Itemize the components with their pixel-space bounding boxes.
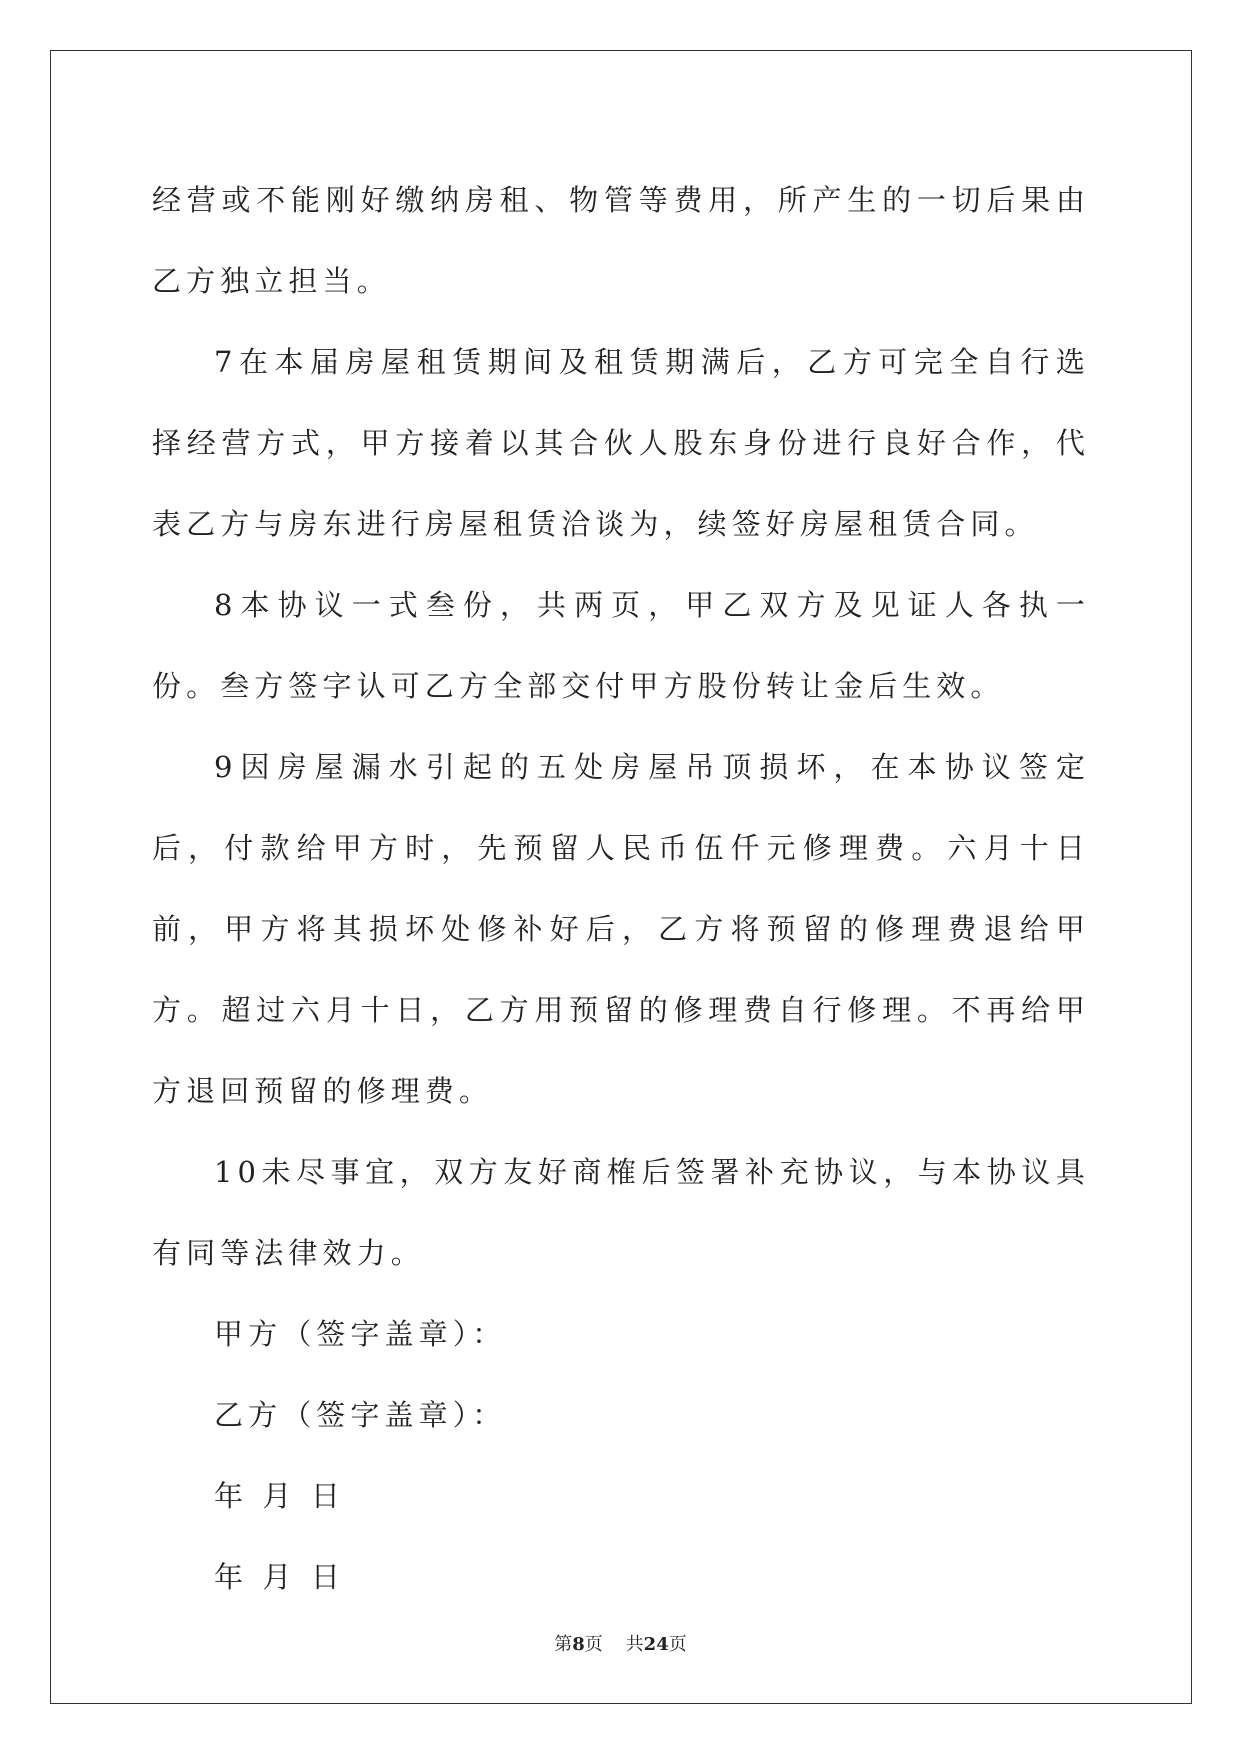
- signature-date-2: 年 月 日: [214, 1560, 345, 1594]
- party-a-signature: 甲方（签字盖章）：: [214, 1317, 507, 1351]
- total-prefix: 共: [625, 1634, 644, 1655]
- paragraph-clause-8: 8本协议一式叁份，共两页，甲乙双方及见证人各执一份。叁方签字认可乙方全部交付甲方股份转让金后生效。: [152, 588, 1090, 703]
- total-pages: 24: [643, 1634, 669, 1655]
- paragraph-clause-9: 9因房屋漏水引起的五处房屋吊顶损坏，在本协议签定后，付款给甲方时，先预留人民币伍仟元修理费。六月十日前，甲方将其损坏处修补好后，乙方将预留的修理费退给甲方。超过六月十日，乙方用预留的修理费自行修理。不再给甲方退回预留的修理费。: [152, 750, 1090, 1108]
- page-footer: [0, 1630, 1241, 1656]
- paragraph-clause-10: 10未尽事宜，双方友好商榷后签署补充协议，与本协议具有同等法律效力。: [152, 1155, 1090, 1270]
- paragraph-clause-7: 7在本届房屋租赁期间及租赁期满后，乙方可完全自行选择经营方式，甲方接着以其合伙人股东身份进行良好合作，代表乙方与房东进行房屋租赁洽谈为，续签好房屋租赁合同。: [152, 345, 1090, 541]
- paragraph-continuation: 经营或不能刚好缴纳房租、物管等费用，所产生的一切后果由乙方独立担当。: [152, 183, 1090, 298]
- page-suffix: 页: [584, 1634, 603, 1655]
- signature-date-1: 年 月 日: [214, 1479, 345, 1513]
- total-suffix: 页: [668, 1634, 687, 1655]
- page-number: 8: [572, 1634, 585, 1655]
- document-body: [152, 160, 1090, 1618]
- party-b-signature: 乙方（签字盖章）：: [214, 1398, 507, 1432]
- page-prefix: 第: [554, 1634, 573, 1655]
